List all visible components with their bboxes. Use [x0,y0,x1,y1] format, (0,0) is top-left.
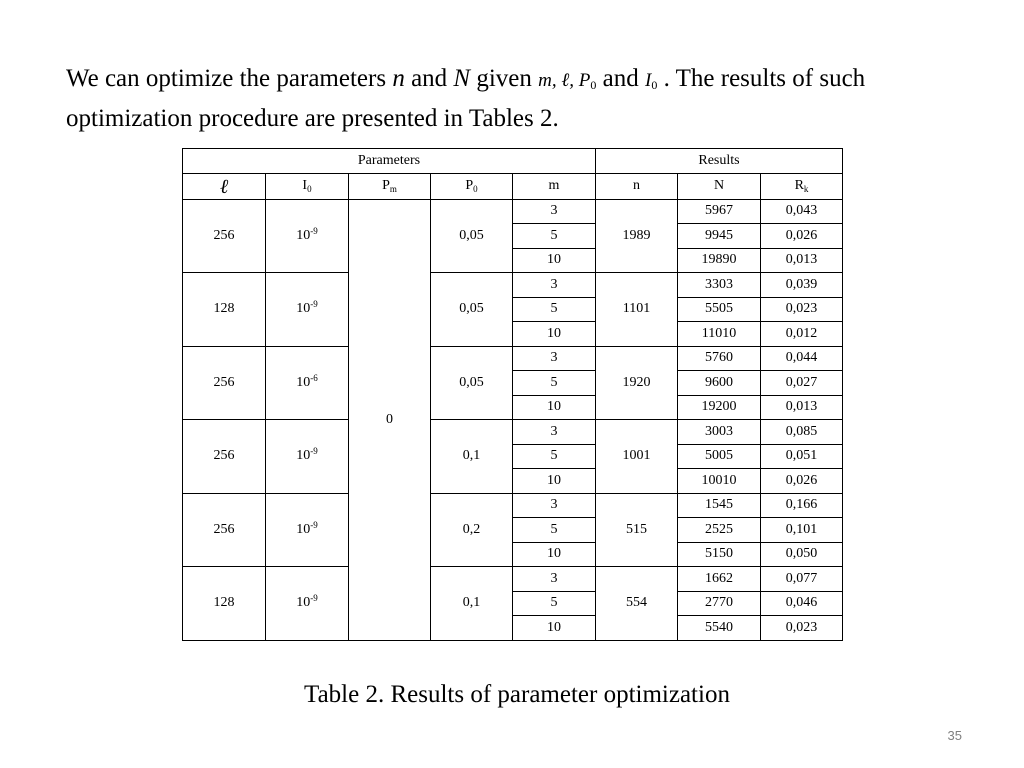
cell-P0: 0,1 [431,567,513,641]
cell-m: 10 [513,542,596,567]
var-N: N [453,65,471,92]
col-header-I0-sub: 0 [307,184,312,194]
cell-Rk: 0,166 [761,493,843,518]
cell-Rk: 0,039 [761,273,843,298]
cell-N: 5005 [678,444,761,469]
group-header-row [183,149,843,174]
table-body [183,199,843,640]
parameters-header: Parameters [183,149,596,174]
math-I0 [645,70,657,91]
cell-m: 3 [513,567,596,592]
page-number: 35 [947,728,962,743]
cell-n: 554 [596,567,678,641]
table-caption: Table 2. Results of parameter optimization [304,681,730,708]
cell-N: 2770 [678,591,761,616]
var-n: n [392,65,405,92]
cell-m: 5 [513,444,596,469]
cell-Rk: 0,023 [761,297,843,322]
cell-n: 1101 [596,273,678,347]
col-header-N: N [678,173,761,199]
col-header-m: m [513,173,596,199]
col-header-Pm-base: P [382,178,390,193]
cell-N: 5540 [678,616,761,641]
results-table [182,148,843,641]
cell-N: 1545 [678,493,761,518]
cell-I0-base: 10 [296,301,311,317]
cell-m: 5 [513,591,596,616]
cell-N: 1662 [678,567,761,592]
col-header-Rk [761,173,843,199]
cell-Rk: 0,077 [761,567,843,592]
math-vars-text: m, ℓ, P [538,70,591,91]
col-header-Pm [349,173,431,199]
col-header-ell [183,173,266,199]
cell-m: 3 [513,493,596,518]
cell-I0 [266,199,349,273]
cell-I0-base: 10 [296,448,311,464]
cell-ell: 128 [183,567,266,641]
cell-P0: 0,05 [431,273,513,347]
cell-I0-base: 10 [296,374,311,390]
cell-N: 19200 [678,395,761,420]
cell-N: 10010 [678,469,761,494]
cell-Rk: 0,026 [761,469,843,494]
cell-n: 1001 [596,420,678,494]
cell-Rk: 0,051 [761,444,843,469]
cell-m: 3 [513,420,596,445]
cell-ell: 256 [183,346,266,420]
cell-Rk: 0,013 [761,248,843,273]
math-vars [538,70,596,91]
cell-Rk: 0,026 [761,224,843,249]
cell-N: 9945 [678,224,761,249]
col-header-P0-sub: 0 [473,184,478,194]
cell-P0: 0,1 [431,420,513,494]
cell-I0 [266,346,349,420]
cell-P0: 0,05 [431,346,513,420]
cell-I0 [266,567,349,641]
cell-I0-exponent: -9 [310,446,318,457]
cell-n: 515 [596,493,678,567]
cell-Rk: 0,043 [761,199,843,224]
cell-N: 3003 [678,420,761,445]
cell-I0-exponent: -9 [310,299,318,310]
cell-I0-exponent: -9 [310,225,318,236]
cell-N: 19890 [678,248,761,273]
cell-m: 3 [513,199,596,224]
cell-Rk: 0,013 [761,395,843,420]
col-header-P0 [431,173,513,199]
table-row [183,493,843,518]
cell-Rk: 0,027 [761,371,843,396]
cell-Rk: 0,044 [761,346,843,371]
cell-Rk: 0,085 [761,420,843,445]
cell-m: 10 [513,322,596,347]
table-row [183,273,843,298]
cell-I0-base: 10 [296,521,311,537]
cell-m: 10 [513,248,596,273]
intro-text: and [404,65,454,92]
cell-I0 [266,420,349,494]
cell-I0-base: 10 [296,595,311,611]
cell-N: 11010 [678,322,761,347]
cell-N: 3303 [678,273,761,298]
results-header: Results [596,149,843,174]
cell-n: 1989 [596,199,678,273]
cell-Rk: 0,050 [761,542,843,567]
cell-m: 10 [513,616,596,641]
cell-I0-exponent: -6 [310,372,318,383]
cell-ell: 256 [183,199,266,273]
math-p-subscript: 0 [590,78,597,92]
col-header-I0-base: I [302,178,308,193]
cell-P0: 0,2 [431,493,513,567]
cell-Rk: 0,046 [761,591,843,616]
cell-ell: 128 [183,273,266,347]
cell-N: 9600 [678,371,761,396]
cell-Rk: 0,012 [761,322,843,347]
cell-m: 10 [513,469,596,494]
intro-line-1 [66,62,996,102]
cell-I0-base: 10 [296,227,311,243]
cell-Pm: 0 [349,199,431,640]
intro-text: We can optimize the parameters [66,65,393,92]
col-header-Rk-base: R [794,178,804,193]
cell-N: 5505 [678,297,761,322]
cell-m: 3 [513,273,596,298]
cell-N: 2525 [678,518,761,543]
table-row [183,346,843,371]
math-I-subscript: 0 [651,78,658,92]
cell-Rk: 0,101 [761,518,843,543]
cell-ell: 256 [183,493,266,567]
intro-paragraph [66,62,996,136]
col-header-n: n [596,173,678,199]
table-row [183,567,843,592]
col-header-Pm-sub: m [389,184,397,194]
cell-ell: 256 [183,420,266,494]
cell-N: 5760 [678,346,761,371]
table-row [183,420,843,445]
cell-I0 [266,273,349,347]
intro-text: . The results of such [657,65,866,92]
cell-I0-exponent: -9 [310,519,318,530]
cell-N: 5150 [678,542,761,567]
cell-m: 5 [513,518,596,543]
cell-N: 5967 [678,199,761,224]
intro-text: and [596,65,646,92]
col-header-I0 [266,173,349,199]
intro-text: given [470,65,539,92]
intro-line-2: optimization procedure are presented in Tables 2. [66,105,559,132]
cell-m: 3 [513,346,596,371]
col-header-Rk-sub: k [803,184,809,194]
math-I-text: I [645,70,652,91]
cell-P0: 0,05 [431,199,513,273]
cell-m: 5 [513,224,596,249]
column-header-row [183,173,843,199]
cell-m: 5 [513,371,596,396]
ell-symbol: ℓ [219,173,229,198]
cell-Rk: 0,023 [761,616,843,641]
cell-n: 1920 [596,346,678,420]
cell-I0 [266,493,349,567]
cell-I0-exponent: -9 [310,593,318,604]
col-header-P0-base: P [465,178,474,193]
cell-m: 10 [513,395,596,420]
cell-m: 5 [513,297,596,322]
table-row [183,199,843,224]
